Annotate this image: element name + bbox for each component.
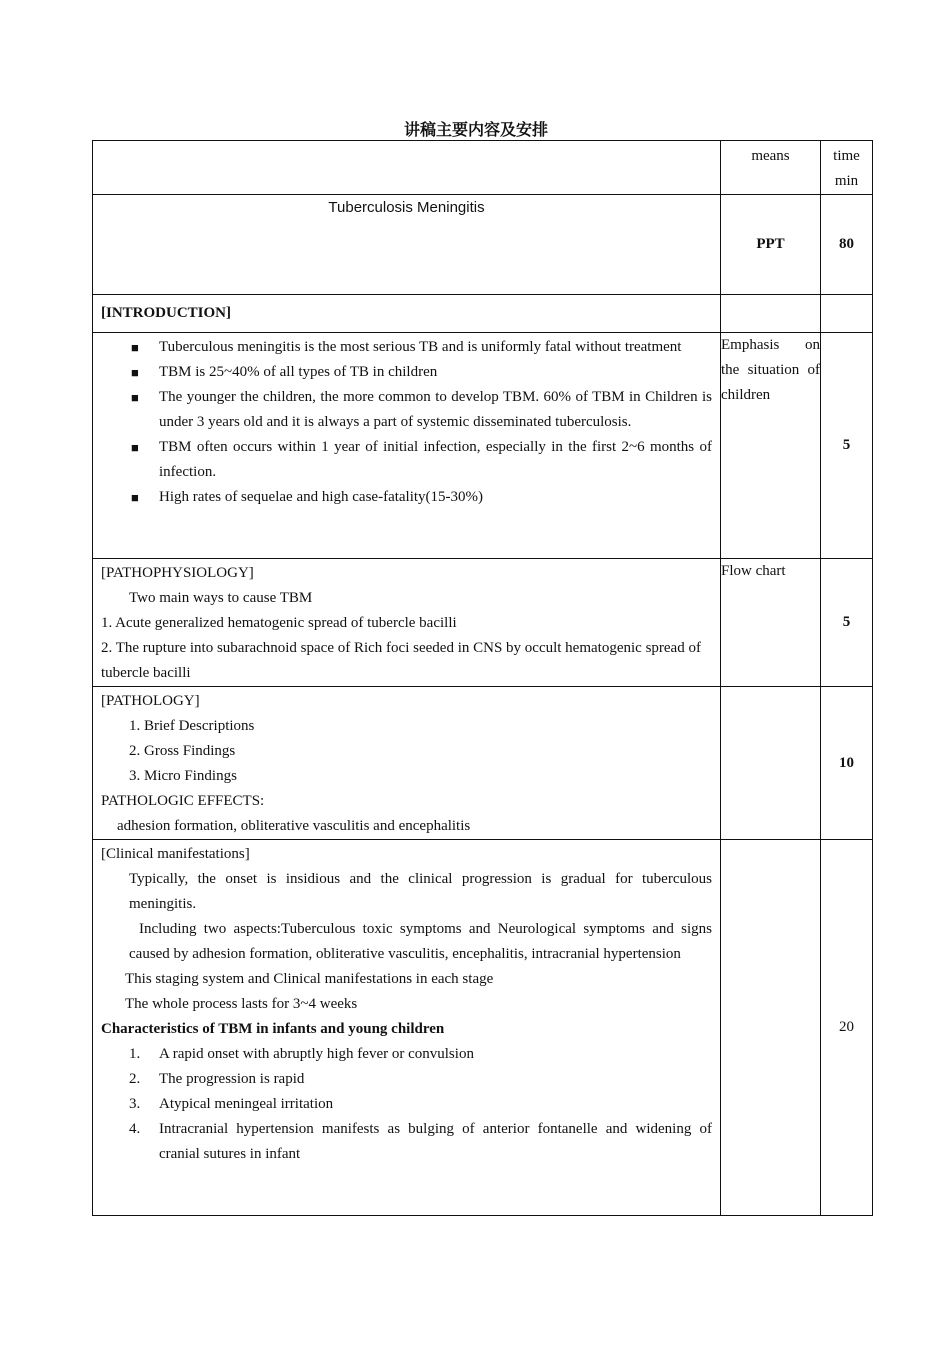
introduction-bullets xyxy=(93,335,712,510)
page-title: 讲稿主要内容及安排 xyxy=(403,120,548,139)
square-bullet-icon: ■ xyxy=(131,365,139,380)
empty-cell xyxy=(721,295,821,333)
bullet-text: The younger the children, the more common to develop TBM. 60% of TBM in Children is under 3 years old and it is always a part of systemic disseminated tuberculosis. xyxy=(159,389,712,430)
introduction-means: Emphasis on the situation of children xyxy=(721,333,821,559)
introduction-time: 5 xyxy=(821,333,873,559)
list-item xyxy=(121,385,712,435)
square-bullet-icon: ■ xyxy=(131,340,139,355)
list-item: 1. Brief Descriptions xyxy=(129,718,255,734)
pathology-heading: [PATHOLOGY] xyxy=(101,693,200,709)
item-text: The progression is rapid xyxy=(159,1071,305,1087)
header-content-cell xyxy=(93,141,721,195)
lecture-time: 80 xyxy=(821,195,873,295)
list-item xyxy=(121,435,712,485)
bullet-text: High rates of sequelae and high case-fatality(15-30%) xyxy=(159,489,484,505)
time-header-label: time xyxy=(833,148,860,164)
pathophysiology-row xyxy=(93,559,873,687)
list-item: 3. Atypical meningeal irritation xyxy=(129,1096,334,1112)
introduction-heading: [INTRODUCTION] xyxy=(93,295,721,333)
pathophysiology-content xyxy=(93,559,721,687)
bullet-text: TBM is 25~40% of all types of TB in children xyxy=(159,364,438,380)
list-item: 1. A rapid onset with abruptly high fever or convulsion xyxy=(129,1046,474,1062)
pathology-content xyxy=(93,687,721,840)
clinical-content xyxy=(93,840,721,1216)
clinical-duration-line: The whole process lasts for 3~4 weeks xyxy=(125,996,358,1012)
lecture-plan-table xyxy=(92,140,873,1216)
square-bullet-icon: ■ xyxy=(131,390,139,405)
lecture-title: Tuberculosis Meningitis xyxy=(328,199,485,216)
list-item: 4. Intracranial hypertension manifests as bulging of anterior fontanelle and widening of cranial sutures in infant xyxy=(129,1121,712,1162)
clinical-time: 20 xyxy=(821,840,873,1216)
header-time xyxy=(821,141,873,195)
item-text: Intracranial hypertension manifests as bulging of anterior fontanelle and widening of cranial sutures in infant xyxy=(159,1121,712,1162)
item-text: Atypical meningeal irritation xyxy=(159,1096,334,1112)
clinical-heading: [Clinical manifestations] xyxy=(101,846,250,862)
list-item: 1. Acute generalized hematogenic spread of tubercle bacilli xyxy=(101,615,457,631)
item-text: A rapid onset with abruptly high fever or convulsion xyxy=(159,1046,474,1062)
pathophysiology-means: Flow chart xyxy=(721,559,821,687)
introduction-content xyxy=(93,333,721,559)
lecture-means: PPT xyxy=(721,195,821,295)
pathophysiology-time: 5 xyxy=(821,559,873,687)
clinical-staging-line: This staging system and Clinical manifestations in each stage xyxy=(125,971,494,987)
clinical-paragraph-onset: Typically, the onset is insidious and the clinical progression is gradual for tuberculous meningitis. xyxy=(129,871,712,912)
empty-cell xyxy=(721,840,821,1216)
list-item: 2. The rupture into subarachnoid space of Rich foci seeded in CNS by occult hematogenic spread of tubercle bacilli xyxy=(101,640,701,681)
list-item xyxy=(121,485,712,510)
square-bullet-icon: ■ xyxy=(131,440,139,455)
list-item: 2. The progression is rapid xyxy=(129,1071,305,1087)
square-bullet-icon: ■ xyxy=(131,490,139,505)
pathology-row xyxy=(93,687,873,840)
lecture-title-cell xyxy=(93,195,721,295)
infant-characteristics-heading: Characteristics of TBM in infants and young children xyxy=(101,1021,445,1037)
empty-cell xyxy=(721,687,821,840)
header-row xyxy=(93,141,873,195)
pathophysiology-heading: [PATHOPHYSIOLOGY] xyxy=(101,565,254,581)
bullet-text: Tuberculous meningitis is the most serious TB and is uniformly fatal without treatment xyxy=(159,339,682,355)
introduction-row xyxy=(93,333,873,559)
introduction-heading-row xyxy=(93,295,873,333)
min-header-label: min xyxy=(834,173,859,189)
means-header-label: means xyxy=(751,148,790,164)
empty-cell xyxy=(821,295,873,333)
pathologic-effects-text: adhesion formation, obliterative vasculitis and encephalitis xyxy=(117,818,471,834)
list-item xyxy=(121,360,712,385)
list-item: 3. Micro Findings xyxy=(129,768,237,784)
infant-characteristics-list xyxy=(101,1042,712,1167)
lecture-title-row xyxy=(93,195,873,295)
clinical-paragraph-aspects: Including two aspects:Tuberculous toxic symptoms and Neurological symptoms and signs caused by adhesion formation, obliterative vasculitis, encephalitis, intracranial hypertension xyxy=(129,921,712,962)
pathologic-effects-heading: PATHOLOGIC EFFECTS: xyxy=(101,793,265,809)
pathophysiology-intro: Two main ways to cause TBM xyxy=(129,590,313,606)
header-means xyxy=(721,141,821,195)
clinical-row xyxy=(93,840,873,1216)
pathology-time: 10 xyxy=(821,687,873,840)
list-item xyxy=(121,335,712,360)
bullet-text: TBM often occurs within 1 year of initial infection, especially in the first 2~6 months of infection. xyxy=(159,439,712,480)
list-item: 2. Gross Findings xyxy=(129,743,236,759)
